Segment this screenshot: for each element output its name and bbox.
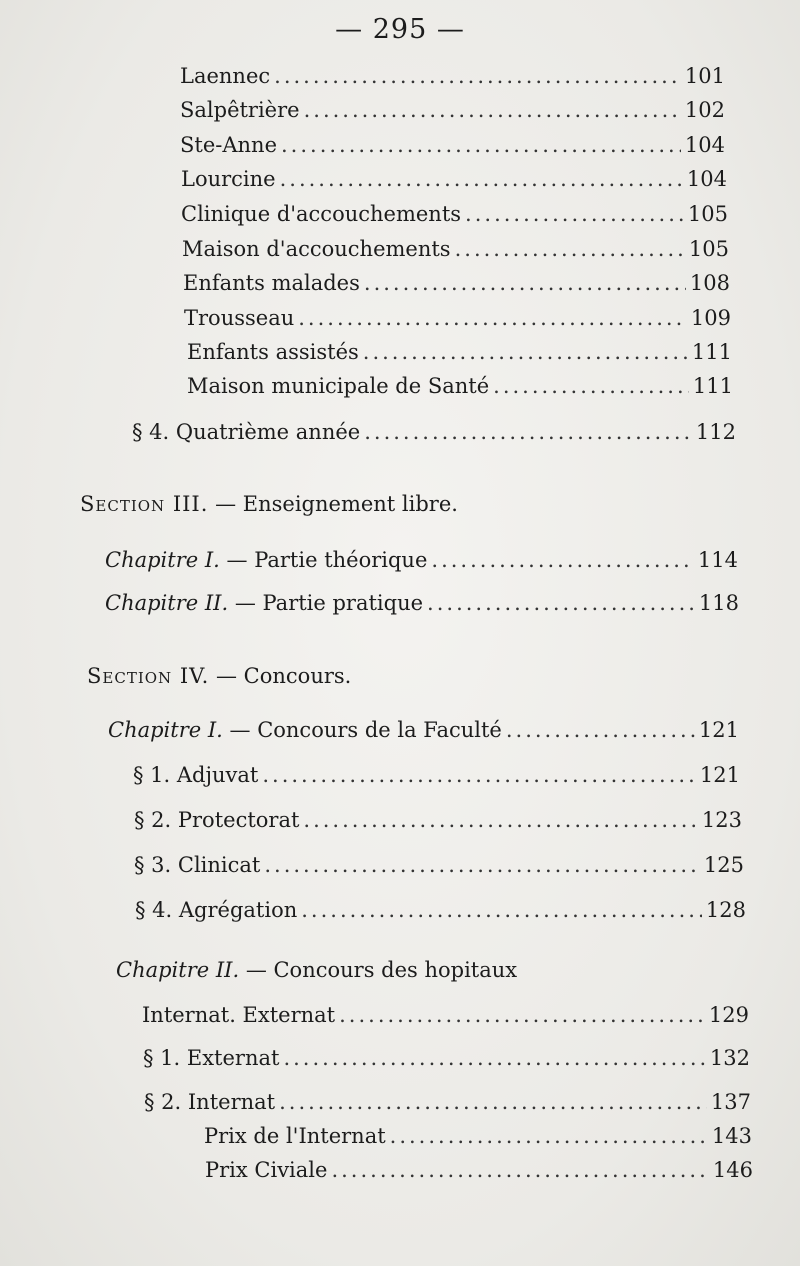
leader-dots [298,306,687,330]
leader-dots [364,420,692,444]
leader-dots [304,98,681,122]
leader-dots [303,808,698,832]
entry-page: 109 [690,306,731,330]
entry-page: 132 [709,1046,750,1070]
leader-dots [455,237,685,261]
toc-chapter [105,548,738,582]
leader-dots [339,1003,705,1027]
toc-entry [134,808,742,842]
toc-chapter [108,718,739,752]
entry-label: § 2. Protectorat [134,808,300,832]
toc-entry [133,763,740,797]
entry-label: Prix Civiale [205,1158,328,1182]
entry-label: § 3. Clinicat [134,853,261,877]
leader-dots [364,271,686,295]
entry-label: Prix de l'Internat [204,1124,386,1148]
leader-dots [427,591,695,615]
entry-page: 129 [708,1003,749,1027]
leader-dots [493,374,689,398]
chapter-title: — Concours des hopitaux [245,958,518,982]
entry-label: Salpêtrière [180,98,300,122]
entry-label: § 4. Agrégation [135,898,298,922]
entry-label: Internat. Externat [142,1003,336,1027]
leader-dots [431,548,694,572]
leader-dots [390,1124,708,1148]
leader-dots [301,898,702,922]
entry-page: 105 [688,237,729,261]
leader-dots [274,64,681,88]
toc-entry [134,853,744,887]
entry-page: 121 [699,763,740,787]
leader-dots [465,202,684,226]
leader-dots [283,1046,705,1070]
entry-label: Enfants assistés [187,340,359,364]
entry-page: 118 [698,591,739,615]
entry-page: 123 [701,808,742,832]
entry-page: 111 [692,374,733,398]
toc-entry [181,167,727,201]
entry-page: 111 [691,340,732,364]
leader-dots [279,1090,707,1114]
section-title: — Concours. [216,664,352,688]
entry-label: Laennec [180,64,271,88]
entry-page: 101 [684,64,725,88]
entry-page: 125 [703,853,744,877]
entry-label: § 1. Externat [143,1046,280,1070]
entry-page: 128 [705,898,746,922]
entry-page: 102 [684,98,725,122]
leader-dots [331,1158,708,1182]
chapter-label: Chapitre II. — Partie pratique [105,591,424,615]
entry-page: 104 [684,133,725,157]
entry-page: 114 [697,548,738,572]
toc-chapter [105,591,739,625]
page-number: — 295 — [335,14,465,45]
chapter-two-heading [116,958,517,982]
entry-page: 104 [686,167,727,191]
toc-entry [184,306,731,340]
entry-label: Ste-Anne [180,133,277,157]
leader-dots [506,718,695,742]
toc-entry [181,202,728,236]
leader-dots [281,133,681,157]
section-title: — Enseignement libre. [215,492,458,516]
entry-page: 121 [698,718,739,742]
leader-dots [264,853,700,877]
chapter-label: Chapitre I. — Concours de la Faculté [108,718,502,742]
entry-page: 108 [689,271,730,295]
toc-entry [142,1003,749,1037]
entry-label: Maison d'accouchements [182,237,451,261]
toc-entry [144,1090,751,1124]
toc-entry [204,1124,752,1158]
toc-entry [143,1046,750,1080]
toc-entry [135,898,746,932]
section-three-heading [80,492,458,516]
toc-entry [180,64,725,98]
entry-page: 105 [687,202,728,226]
entry-page: 146 [712,1158,753,1182]
entry-label: Clinique d'accouchements [181,202,462,226]
leader-dots [262,763,696,787]
entry-page: 137 [710,1090,751,1114]
toc-entry [205,1158,753,1192]
toc-entry [180,133,725,167]
entry-label: Trousseau [184,306,295,330]
chapter-label: Chapitre I. — Partie théorique [105,548,428,572]
leader-dots [363,340,688,364]
toc-entry-quatrieme [132,420,736,454]
toc-entry [187,340,732,374]
section-four-heading [87,664,351,688]
toc-entry [183,271,730,305]
toc-entry [180,98,725,132]
entry-label: Lourcine [181,167,276,191]
entry-page: 112 [695,420,736,444]
entry-label: Enfants malades [183,271,360,295]
section-prefix: Section IV. [87,664,210,688]
entry-label: § 1. Adjuvat [133,763,259,787]
toc-entry [182,237,729,271]
leader-dots [280,167,683,191]
chapter-label: Chapitre II. [116,958,240,982]
section-prefix: Section III. [80,492,209,516]
entry-label: § 2. Internat [144,1090,276,1114]
toc-entry [187,374,733,408]
entry-label: § 4. Quatrième année [132,420,361,444]
entry-page: 143 [711,1124,752,1148]
entry-label: Maison municipale de Santé [187,374,490,398]
